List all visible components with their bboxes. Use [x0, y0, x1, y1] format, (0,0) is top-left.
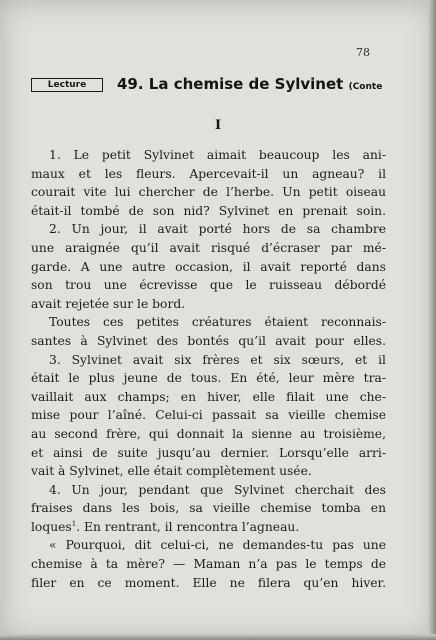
text-line: 2. Un jour, il avait porté hors de sa chambre [49, 222, 386, 237]
part-number: I [214, 118, 222, 133]
text-line [31, 518, 386, 537]
lesson-subtitle: (Conte [348, 82, 383, 92]
text-line: vait à Sylvinet, elle était complètement usée. [31, 464, 312, 479]
text-line: avait rejetée sur le bord. [31, 296, 186, 311]
text-line-part: . En rentrant, il rencontra l’agneau. [76, 519, 300, 534]
page-number: 78 [356, 46, 370, 59]
text-line: une araignée qu’il avait risqué d’écraser par mé- [31, 240, 386, 255]
text-line: garde. A une autre occasion, il avait reporté dans [31, 259, 386, 274]
text-line: était le plus jeune de tous. En été, leur mère tra- [31, 371, 386, 386]
text-line: courait vite lui chercher de l’herbe. Un petit oiseau [31, 185, 386, 200]
text-line: Toutes ces petites créatures étaient reconnais- [49, 315, 386, 330]
text-line: et ainsi de suite jusqu’au dernier. Lorsqu’elle arri- [31, 445, 386, 460]
text-line: « Pourquoi, dit celui-ci, ne demandes-tu pas une [49, 538, 386, 553]
text-line: mise pour l’aîné. Celui-ci passait sa vieille chemise [31, 408, 386, 423]
text-line: chemise à ta mère? — Maman n’a pas le temps de [31, 557, 386, 572]
footnote-marker: 1 [71, 519, 77, 528]
lesson-title [117, 75, 382, 93]
text-line: 3. Sylvinet avait six frères et six sœurs, et il [49, 352, 386, 367]
story-text [31, 146, 386, 592]
lesson-title-text: 49. La chemise de Sylvinet [117, 75, 344, 93]
page-edge-bottom [0, 634, 436, 640]
text-line: au second frère, qui donnait la sienne au troisième, [31, 426, 386, 441]
page-edge-right [428, 0, 436, 640]
text-line: son trou une écrevisse que le ruisseau débordé [31, 278, 386, 293]
text-line-part: loques [31, 519, 72, 534]
text-line: santes à Sylvinet des bontés qu’il avait pour elles. [31, 333, 386, 348]
text-line: maux et les fleurs. Apercevait-il un agneau? il [31, 166, 386, 181]
text-line: 4. Un jour, pendant que Sylvinet cherchait des [49, 482, 386, 497]
text-line: était-il tombé de son nid? Sylvinet en prenait soin. [31, 203, 386, 218]
text-line: fraises dans les bois, sa vieille chemise tomba en [31, 501, 386, 516]
text-line: filer en ce moment. Elle ne filera qu’en hiver. [31, 575, 386, 590]
section-label-box: Lecture [31, 78, 103, 92]
text-line: vaillait aux champs; en hiver, elle filait une che- [31, 389, 386, 404]
text-line: 1. Le petit Sylvinet aimait beaucoup les ani- [49, 148, 386, 162]
